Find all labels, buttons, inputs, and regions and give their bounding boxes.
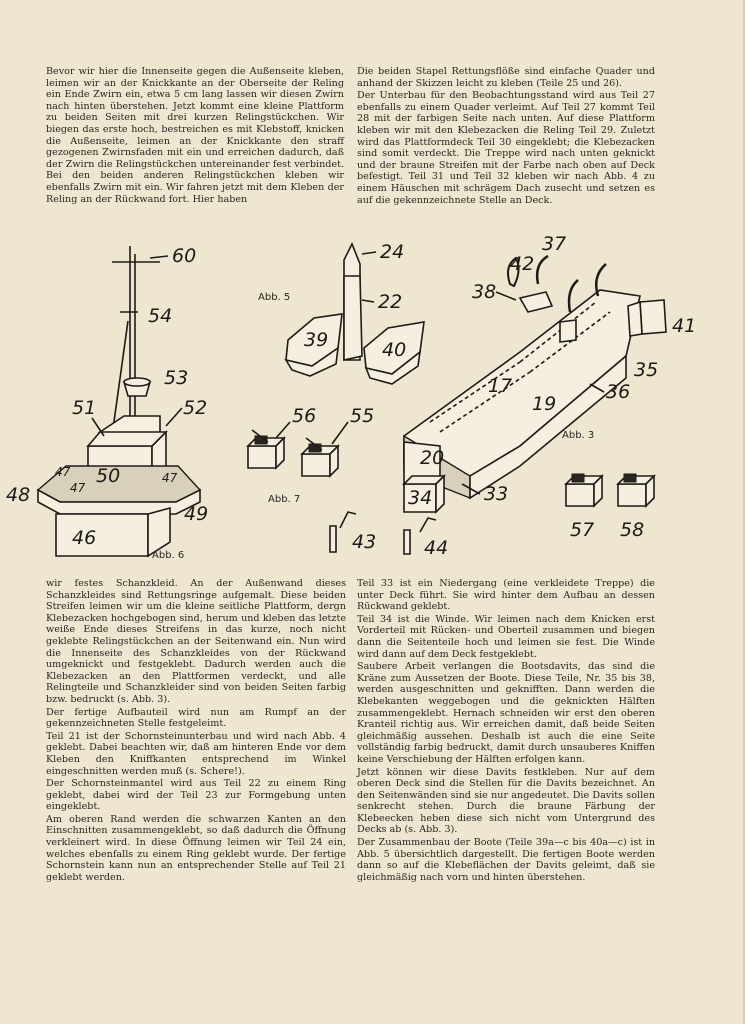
paragraph: Der Unterbau für den Beobachtungsstand wird aus Teil 27 ebenfalls zu einem Quader verleimt. Auf Teil 27 kommt Teil 28 mit der farbigen Seite nach unten. Auf diese Plattform kleben wir mit den Klebezacken die Reling Teil 29. Zuletzt wird das Plattformdeck Teil 30 eingeklebt; die Klebezacken sind somit verdeckt. Die Treppe wird nach unten geknickt und der braune Streifen mit der Farbe nach oben auf Deck befestigt. Teil 31 und Teil 32 kleben wir nach Abb. 4 zu einem Häuschen mit schrägem Dach zusecht und setzen es auf die gekennzeichnete Stelle an Deck. — [357, 90, 655, 206]
part-label-52: 52 — [183, 397, 208, 419]
part-label-57: 57 — [570, 519, 595, 541]
paragraph: Jetzt können wir diese Davits festkleben. Nur auf dem oberen Deck sind die Stellen für die Davits bezeichnet. An den Seitenwänden sind sie nur angedeutet. Die Davits sollen senkrecht stehen. Durch die braune Färbung der Klebeecken heben diese sich nicht vom Untergrund des Decks ab (s. Abb. 3). — [357, 766, 655, 836]
text-column-top-left — [46, 66, 344, 206]
part-label-35: 35 — [634, 359, 659, 381]
part-label-24: 24 — [380, 241, 405, 263]
part-label-41: 41 — [672, 315, 697, 337]
part-label-20: 20 — [420, 447, 445, 469]
part-label-37: 37 — [542, 236, 567, 255]
figure-caption-abb5: Abb. 5 — [258, 292, 291, 303]
paragraph: wir festes Schanzkleid. An der Außenwand dieses Schanzkleides sind Rettungsringe aufgemalt. Diese beiden Streifen leimen wir um die kleine seitliche Plattform, dergn Klebezacken hochgebogen sind, herum und kleben das letzte weiße Ende dieses Streifens in das kurze, noch nicht geklebte Relingstückchen an der Seitenwand ein. Nun wird die Innenseite des Schanzkleides von der Rückwand umgeknickt und festgeklebt. Dadurch werden auch die Klebezacken an den Plattformen verdeckt, und alle Relingteile und Schanzkleider sind von beiden Seiten farbig bzw. bedruckt (s. Abb. 3). — [46, 578, 346, 705]
paragraph: Saubere Arbeit verlangen die Bootsdavits, das sind die Kräne zum Aussetzen der Boote. Diese Teile, Nr. 35 bis 38, werden ausgeschnitten und geknifften. Dann werden die Klebekanten weggebogen und die geknickten Hälften zusammengeklebt. Hernach schneiden wir erst den oberen Kranteil richtig aus. Wir erreichen damit, daß beide Seiten gleichmäßig aussehen. Deshalb ist auch die eine Seite vollständig farbig bedruckt, damit durch unsauberes Kniffen keine Verschiebung der Hälften erfolgen kann. — [357, 661, 655, 765]
paragraph: Der Schornsteinmantel wird aus Teil 22 zu einem Ring geklebt, dabei wird der Teil 23 zur Formgebung unten eingeklebt. — [46, 778, 346, 813]
text-column-bottom-left — [46, 578, 346, 884]
part-label-19: 19 — [532, 393, 557, 415]
figure-abb5 — [258, 241, 424, 384]
part-label-47b: 47 — [70, 481, 86, 495]
part-label-49: 49 — [184, 503, 209, 525]
figure-winches-57-58 — [566, 474, 654, 541]
figure-abb7 — [248, 405, 374, 505]
part-label-33: 33 — [484, 483, 509, 505]
part-label-36: 36 — [606, 381, 631, 403]
text-column-bottom-right — [357, 578, 655, 884]
part-label-53: 53 — [164, 367, 189, 389]
figure-abb3 — [404, 236, 696, 512]
part-label-34: 34 — [408, 487, 433, 509]
figure-caption-abb3: Abb. 3 — [562, 430, 595, 441]
paragraph: Teil 21 ist der Schornsteinunterbau und wird nach Abb. 4 geklebt. Dabei beachten wir, daß am hinteren Ende vor dem Kleben den Kniffkanten entsprechend im Winkel eingeschnitten werden muß (s. Schere!). — [46, 730, 346, 777]
part-label-54: 54 — [148, 305, 173, 327]
paragraph: Die beiden Stapel Rettungsflöße sind einfache Quader und anhand der Skizzen leicht zu kleben (Teile 25 und 26). — [357, 66, 655, 89]
assembly-illustrations — [0, 236, 745, 566]
part-label-43: 43 — [352, 531, 377, 553]
figure-pegs — [330, 512, 448, 559]
paragraph: Bevor wir hier die Innenseite gegen die Außenseite kleben, leimen wir an der Knickkante an der Oberseite der Reling ein Ende Zwirn ein, etwa 5 cm lang lassen wir diesen Zwirn nach hinten überstehen. Jetzt kommt eine kleine Plattform zu beiden Seiten mit drei kurzen Relingstückchen. Wir biegen das erste hoch, bestreichen es mit Klebstoff, knicken die Außenseite, leimen an der Knickkante den straff gezogenen Zwirnsfaden mit ein und erreichen dadurch, daß der Zwirn die Relingstückchen untereinander fest verbindet. Bei den beiden anderen Relingstückchen kleben wir ebenfalls Zwirn mit ein. Wir fahren jetzt mit dem Kleben der Reling an der Rückwand fort. Hier haben — [46, 66, 344, 205]
paragraph: Am oberen Rand werden die schwarzen Kanten an den Einschnitten zusammengeklebt, so daß dadurch die Öffnung verkleinert wird. In diese Öffnung leimen wir Teil 24 ein, welches ebenfalls zu einem Ring geklebt wurde. Der fertige Schornstein kann nun an entsprechender Stelle auf Teil 21 geklebt werden. — [46, 813, 346, 883]
figures-area — [0, 236, 745, 566]
paragraph: Der Zusammenbau der Boote (Teile 39a—c bis 40a—c) ist in Abb. 5 übersichtlich dargestellt. Die fertigen Boote werden dann so auf die Klebeflächen der Davits geleimt, daß sie gleichmäßig nach vorn und hinten überstehen. — [357, 837, 655, 883]
part-label-58: 58 — [620, 519, 645, 541]
part-label-50: 50 — [96, 465, 121, 487]
part-label-55: 55 — [350, 405, 375, 427]
part-label-42: 42 — [510, 253, 535, 275]
part-label-38: 38 — [472, 281, 497, 303]
part-label-60: 60 — [172, 245, 197, 267]
figure-caption-abb6: Abb. 6 — [152, 550, 185, 561]
part-label-17: 17 — [488, 375, 513, 397]
part-label-47a: 47 — [55, 465, 71, 479]
part-label-48: 48 — [6, 484, 31, 506]
paragraph: Teil 34 ist die Winde. Wir leimen nach dem Knicken erst Vorderteil mit Rücken- und Oberteil zusammen und biegen dann die Seitenteile hoch und leimen sie fest. Die Winde wird dann auf dem Deck festgeklebt. — [357, 613, 655, 660]
part-label-46: 46 — [72, 527, 97, 549]
part-label-40: 40 — [382, 339, 407, 361]
part-label-56: 56 — [292, 405, 317, 427]
part-label-51: 51 — [72, 397, 97, 419]
text-column-top-right — [357, 66, 655, 207]
paragraph: Der fertige Aufbauteil wird nun am Rumpf an der gekennzeichneten Stelle festgeleimt. — [46, 706, 346, 730]
figure-caption-abb7: Abb. 7 — [268, 494, 301, 505]
part-label-44: 44 — [424, 537, 449, 559]
part-label-22: 22 — [378, 291, 403, 313]
part-label-47c: 47 — [162, 471, 178, 485]
part-label-39: 39 — [304, 329, 329, 351]
figure-abb6 — [6, 245, 208, 561]
paragraph: Teil 33 ist ein Niedergang (eine verkleidete Treppe) die unter Deck führt. Sie wird hinter dem Aufbau an dessen Rückwand geklebt. — [357, 578, 655, 613]
